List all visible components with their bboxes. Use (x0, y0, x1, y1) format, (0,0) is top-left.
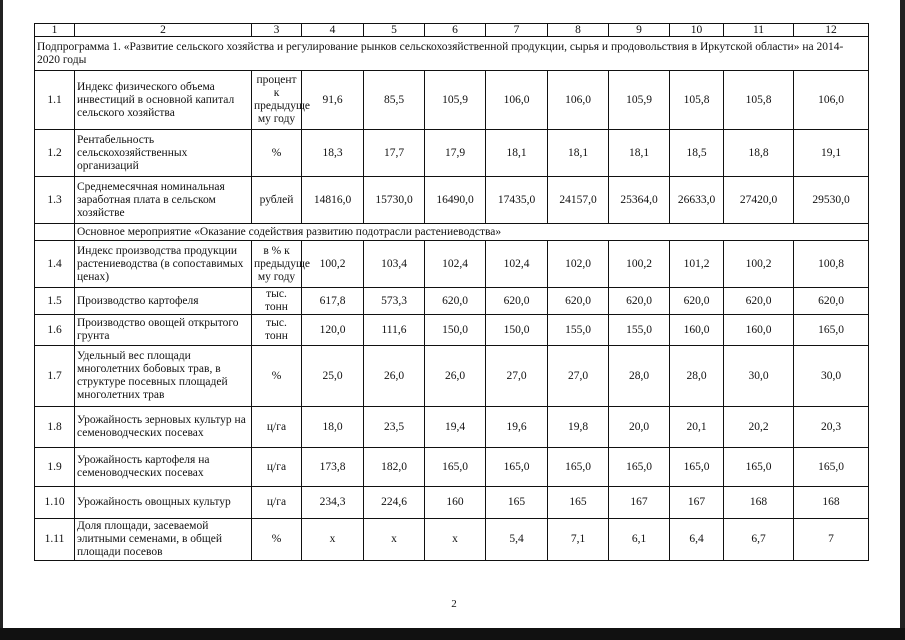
value-cell: 6,1 (609, 519, 670, 561)
scan-left-edge (0, 0, 3, 628)
value-cell: 620,0 (794, 288, 869, 315)
unit-cell: ц/га (252, 487, 302, 519)
indicator-name: Урожайность зерновых культур на семеноводческих посевах (75, 407, 252, 448)
header-cell: 11 (724, 24, 794, 37)
value-cell: 620,0 (486, 288, 548, 315)
value-cell: 620,0 (724, 288, 794, 315)
value-cell: х (425, 519, 486, 561)
value-cell: 100,2 (724, 241, 794, 288)
value-cell: 17,9 (425, 130, 486, 177)
indicator-name: Рентабельность сельскохозяйственных организаций (75, 130, 252, 177)
value-cell: 111,6 (364, 315, 425, 346)
value-cell: 18,1 (548, 130, 609, 177)
value-cell: 150,0 (425, 315, 486, 346)
value-cell: 105,8 (670, 71, 724, 130)
value-cell: 165,0 (486, 448, 548, 487)
value-cell: 18,1 (609, 130, 670, 177)
indicator-name: Индекс физического объема инвестиций в основной капитал сельского хозяйства (75, 71, 252, 130)
value-cell: 173,8 (302, 448, 364, 487)
subprogram-title: Подпрограмма 1. «Развитие сельского хозяйства и регулирование рынков сельскохозяйственной продукции, сырья и продовольствия в Иркутской области» на 2014-2020 годы (35, 37, 869, 71)
value-cell: 106,0 (486, 71, 548, 130)
value-cell: 182,0 (364, 448, 425, 487)
value-cell: 15730,0 (364, 177, 425, 224)
value-cell: 17,7 (364, 130, 425, 177)
value-cell: 29530,0 (794, 177, 869, 224)
unit-cell: ц/га (252, 407, 302, 448)
row-number: 1.8 (35, 407, 75, 448)
value-cell: 165,0 (794, 315, 869, 346)
table-row (35, 519, 869, 561)
header-cell: 8 (548, 24, 609, 37)
value-cell: 165,0 (609, 448, 670, 487)
value-cell: 234,3 (302, 487, 364, 519)
value-cell: 100,2 (302, 241, 364, 288)
value-cell: 7 (794, 519, 869, 561)
value-cell: 165,0 (724, 448, 794, 487)
indicator-name: Удельный вес площади многолетних бобовых трав, в структуре посевных площадей многолетних трав (75, 346, 252, 407)
table-row (35, 315, 869, 346)
value-cell: 27,0 (548, 346, 609, 407)
unit-cell: процент к предыдуще му году (252, 71, 302, 130)
value-cell: 102,4 (486, 241, 548, 288)
value-cell: 30,0 (794, 346, 869, 407)
header-cell: 5 (364, 24, 425, 37)
indicator-name: Индекс производства продукции растениеводства (в сопоставимых ценах) (75, 241, 252, 288)
row-number: 1.7 (35, 346, 75, 407)
value-cell: 18,1 (486, 130, 548, 177)
table-row (35, 407, 869, 448)
header-row (35, 24, 869, 37)
value-cell: 25,0 (302, 346, 364, 407)
row-number: 1.2 (35, 130, 75, 177)
table-row (35, 346, 869, 407)
value-cell: 106,0 (548, 71, 609, 130)
subprogram-row (35, 37, 869, 71)
value-cell: 6,7 (724, 519, 794, 561)
unit-cell: в % к предыдуще му году (252, 241, 302, 288)
value-cell: 150,0 (486, 315, 548, 346)
value-cell: 573,3 (364, 288, 425, 315)
value-cell: 620,0 (425, 288, 486, 315)
value-cell: 26,0 (425, 346, 486, 407)
activity-row (35, 224, 869, 241)
table-row (35, 288, 869, 315)
value-cell: 105,8 (724, 71, 794, 130)
value-cell: 160,0 (724, 315, 794, 346)
value-cell: х (302, 519, 364, 561)
value-cell: 20,2 (724, 407, 794, 448)
row-number: 1.1 (35, 71, 75, 130)
value-cell: 620,0 (670, 288, 724, 315)
header-cell: 2 (75, 24, 252, 37)
value-cell: 26,0 (364, 346, 425, 407)
value-cell: 19,8 (548, 407, 609, 448)
indicator-name: Производство картофеля (75, 288, 252, 315)
row-number: 1.9 (35, 448, 75, 487)
value-cell: 19,1 (794, 130, 869, 177)
row-number: 1.10 (35, 487, 75, 519)
activity-title: Основное мероприятие «Оказание содействия развитию подотрасли растениеводства» (75, 224, 869, 241)
value-cell: 14816,0 (302, 177, 364, 224)
value-cell: 620,0 (548, 288, 609, 315)
value-cell: 26633,0 (670, 177, 724, 224)
value-cell: 30,0 (724, 346, 794, 407)
value-cell: 24157,0 (548, 177, 609, 224)
value-cell: 18,3 (302, 130, 364, 177)
value-cell: 105,9 (425, 71, 486, 130)
indicator-name: Производство овощей открытого грунта (75, 315, 252, 346)
value-cell: 19,4 (425, 407, 486, 448)
value-cell: 103,4 (364, 241, 425, 288)
indicator-name: Урожайность овощных культур (75, 487, 252, 519)
header-cell: 3 (252, 24, 302, 37)
value-cell: 27,0 (486, 346, 548, 407)
table-row (35, 177, 869, 224)
scan-bottom-edge (0, 628, 905, 640)
indicator-name: Урожайность картофеля на семеноводческих посевах (75, 448, 252, 487)
value-cell: 102,0 (548, 241, 609, 288)
value-cell: 28,0 (670, 346, 724, 407)
value-cell: 165,0 (425, 448, 486, 487)
value-cell: 165,0 (670, 448, 724, 487)
value-cell: 165 (548, 487, 609, 519)
value-cell: 5,4 (486, 519, 548, 561)
value-cell: 27420,0 (724, 177, 794, 224)
value-cell: 19,6 (486, 407, 548, 448)
table-row (35, 448, 869, 487)
value-cell: 160,0 (670, 315, 724, 346)
scan-right-edge (900, 0, 905, 628)
unit-cell: % (252, 346, 302, 407)
header-cell: 6 (425, 24, 486, 37)
table-row (35, 241, 869, 288)
value-cell: 18,8 (724, 130, 794, 177)
indicators-table (34, 23, 869, 561)
value-cell: 7,1 (548, 519, 609, 561)
value-cell: 20,0 (609, 407, 670, 448)
value-cell: 617,8 (302, 288, 364, 315)
row-number: 1.4 (35, 241, 75, 288)
row-number: 1.3 (35, 177, 75, 224)
value-cell: 6,4 (670, 519, 724, 561)
value-cell: 168 (724, 487, 794, 519)
value-cell: 620,0 (609, 288, 670, 315)
value-cell: 224,6 (364, 487, 425, 519)
value-cell: 168 (794, 487, 869, 519)
value-cell: 18,5 (670, 130, 724, 177)
header-cell: 10 (670, 24, 724, 37)
value-cell: 165,0 (548, 448, 609, 487)
activity-spacer (35, 224, 75, 241)
value-cell: 100,8 (794, 241, 869, 288)
value-cell: 106,0 (794, 71, 869, 130)
value-cell: 85,5 (364, 71, 425, 130)
indicator-name: Доля площади, засеваемой элитными семенами, в общей площади посевов (75, 519, 252, 561)
table-row (35, 487, 869, 519)
header-cell: 4 (302, 24, 364, 37)
page-number: 2 (451, 598, 457, 610)
value-cell: 23,5 (364, 407, 425, 448)
value-cell: 155,0 (548, 315, 609, 346)
value-cell: 91,6 (302, 71, 364, 130)
value-cell: 155,0 (609, 315, 670, 346)
table-row (35, 71, 869, 130)
unit-cell: % (252, 130, 302, 177)
header-cell: 12 (794, 24, 869, 37)
value-cell: 101,2 (670, 241, 724, 288)
unit-cell: рублей (252, 177, 302, 224)
value-cell: х (364, 519, 425, 561)
table-row (35, 130, 869, 177)
header-cell: 9 (609, 24, 670, 37)
unit-cell: ц/га (252, 448, 302, 487)
value-cell: 167 (609, 487, 670, 519)
indicator-name: Среднемесячная номинальная заработная плата в сельском хозяйстве (75, 177, 252, 224)
row-number: 1.6 (35, 315, 75, 346)
unit-cell: тыс. тонн (252, 315, 302, 346)
value-cell: 20,3 (794, 407, 869, 448)
value-cell: 165 (486, 487, 548, 519)
row-number: 1.5 (35, 288, 75, 315)
value-cell: 28,0 (609, 346, 670, 407)
header-cell: 1 (35, 24, 75, 37)
header-cell: 7 (486, 24, 548, 37)
value-cell: 20,1 (670, 407, 724, 448)
value-cell: 167 (670, 487, 724, 519)
value-cell: 102,4 (425, 241, 486, 288)
value-cell: 18,0 (302, 407, 364, 448)
unit-cell: % (252, 519, 302, 561)
value-cell: 17435,0 (486, 177, 548, 224)
value-cell: 160 (425, 487, 486, 519)
value-cell: 16490,0 (425, 177, 486, 224)
value-cell: 105,9 (609, 71, 670, 130)
row-number: 1.11 (35, 519, 75, 561)
value-cell: 25364,0 (609, 177, 670, 224)
value-cell: 100,2 (609, 241, 670, 288)
unit-cell: тыс. тонн (252, 288, 302, 315)
value-cell: 120,0 (302, 315, 364, 346)
value-cell: 165,0 (794, 448, 869, 487)
